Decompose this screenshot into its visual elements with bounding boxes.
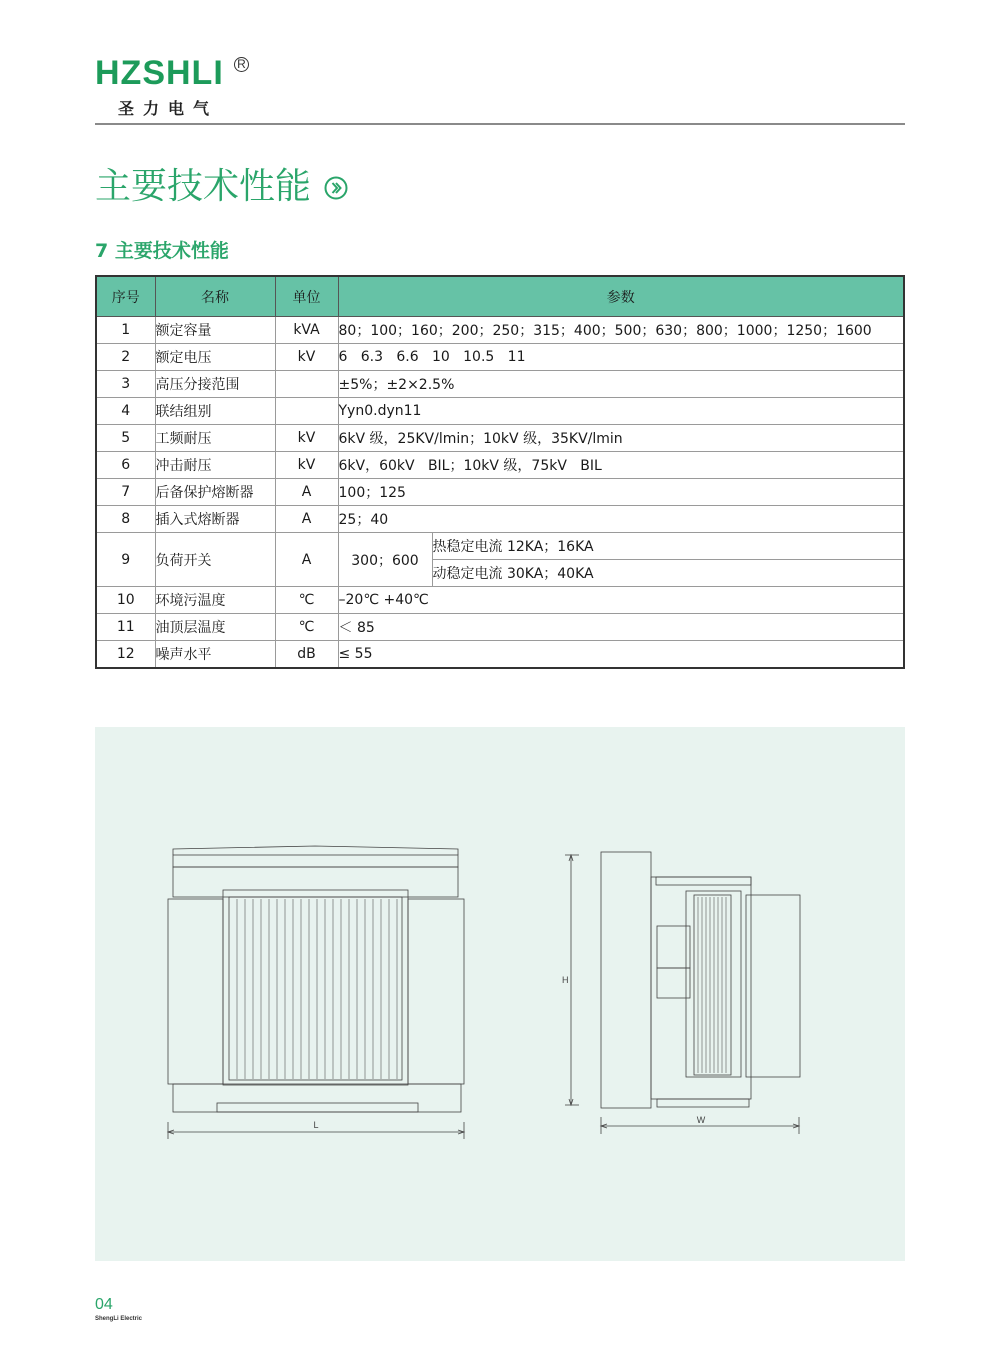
row-name: 插入式熔断器	[155, 506, 275, 533]
row-no: 8	[96, 506, 155, 533]
page-number: 04	[95, 1296, 113, 1313]
row-name: 联结组别	[155, 398, 275, 425]
page-title: 主要技术性能	[95, 166, 312, 207]
transformer-outline-drawing	[95, 727, 905, 1261]
logo-text: HZSHLI	[95, 54, 224, 92]
row-name: 油顶层温度	[155, 614, 275, 641]
row-param: –20℃ +40℃	[338, 587, 904, 614]
row-unit: A	[275, 479, 338, 506]
footer-brand: ShengLi Electric	[95, 1316, 143, 1322]
row-param: ±5%；±2×2.5%	[338, 371, 904, 398]
row-unit: A	[275, 533, 338, 587]
header-name: 名称	[155, 276, 275, 317]
row-param: 300；600	[338, 533, 432, 587]
header-no: 序号	[96, 276, 155, 317]
row-no: 1	[96, 317, 155, 344]
row-name: 额定电压	[155, 344, 275, 371]
side-height-label: H	[562, 975, 569, 985]
row-param: ≤ 55	[338, 641, 904, 669]
registered-mark-icon: R	[234, 57, 249, 72]
spec-table	[95, 275, 905, 669]
row-no: 2	[96, 344, 155, 371]
row-no: 12	[96, 641, 155, 669]
table-row	[96, 506, 904, 533]
row-param: 6kV，60kV BIL；10kV 级，75kV BIL	[338, 452, 904, 479]
row-unit: kV	[275, 344, 338, 371]
table-row	[96, 614, 904, 641]
row-unit	[275, 371, 338, 398]
row-param: Yyn0.dyn11	[338, 398, 904, 425]
row-name: 后备保护熔断器	[155, 479, 275, 506]
header-unit: 单位	[275, 276, 338, 317]
row-no: 9	[96, 533, 155, 587]
row-sub-param: 动稳定电流 30KA；40KA	[432, 560, 904, 587]
header-divider	[95, 123, 905, 125]
row-no: 10	[96, 587, 155, 614]
table-row	[96, 425, 904, 452]
row-param: ＜ 85	[338, 614, 904, 641]
row-name: 高压分接范围	[155, 371, 275, 398]
table-header-row	[96, 276, 904, 317]
header-param: 参数	[338, 276, 904, 317]
side-width-label: W	[696, 1115, 706, 1125]
row-no: 6	[96, 452, 155, 479]
row-name: 工频耐压	[155, 425, 275, 452]
table-row	[96, 452, 904, 479]
row-param: 80；100；160；200；250；315；400；500；630；800；1000；1250；1600	[338, 317, 904, 344]
front-view	[168, 846, 464, 1139]
row-unit: A	[275, 506, 338, 533]
row-unit: kVA	[275, 317, 338, 344]
table-row	[96, 344, 904, 371]
row-unit: ℃	[275, 614, 338, 641]
row-unit	[275, 398, 338, 425]
front-length-label: L	[313, 1120, 319, 1130]
side-view	[565, 852, 800, 1134]
table-row	[96, 479, 904, 506]
row-unit: dB	[275, 641, 338, 669]
row-unit: kV	[275, 425, 338, 452]
table-row	[96, 398, 904, 425]
table-row	[96, 641, 904, 669]
table-row	[96, 587, 904, 614]
table-row	[96, 317, 904, 344]
row-no: 11	[96, 614, 155, 641]
section-title: 7 主要技术性能	[95, 240, 229, 262]
logo-chinese-name: 圣力电气	[118, 99, 219, 118]
row-param: 100；125	[338, 479, 904, 506]
row-sub-param: 热稳定电流 12KA；16KA	[432, 533, 904, 560]
row-param: 6 6.3 6.6 10 10.5 11	[338, 344, 904, 371]
row-param: 25；40	[338, 506, 904, 533]
row-unit: ℃	[275, 587, 338, 614]
row-name: 负荷开关	[155, 533, 275, 587]
table-row	[96, 533, 904, 560]
row-name: 冲击耐压	[155, 452, 275, 479]
row-name: 噪声水平	[155, 641, 275, 669]
row-name: 环境污温度	[155, 587, 275, 614]
row-unit: kV	[275, 452, 338, 479]
dimension-diagram-panel	[95, 727, 905, 1261]
row-param: 6kV 级，25KV/lmin；10kV 级，35KV/lmin	[338, 425, 904, 452]
chevron-circle-right-icon	[324, 176, 348, 200]
row-no: 3	[96, 371, 155, 398]
row-no: 7	[96, 479, 155, 506]
row-no: 5	[96, 425, 155, 452]
row-no: 4	[96, 398, 155, 425]
row-name: 额定容量	[155, 317, 275, 344]
table-row	[96, 371, 904, 398]
